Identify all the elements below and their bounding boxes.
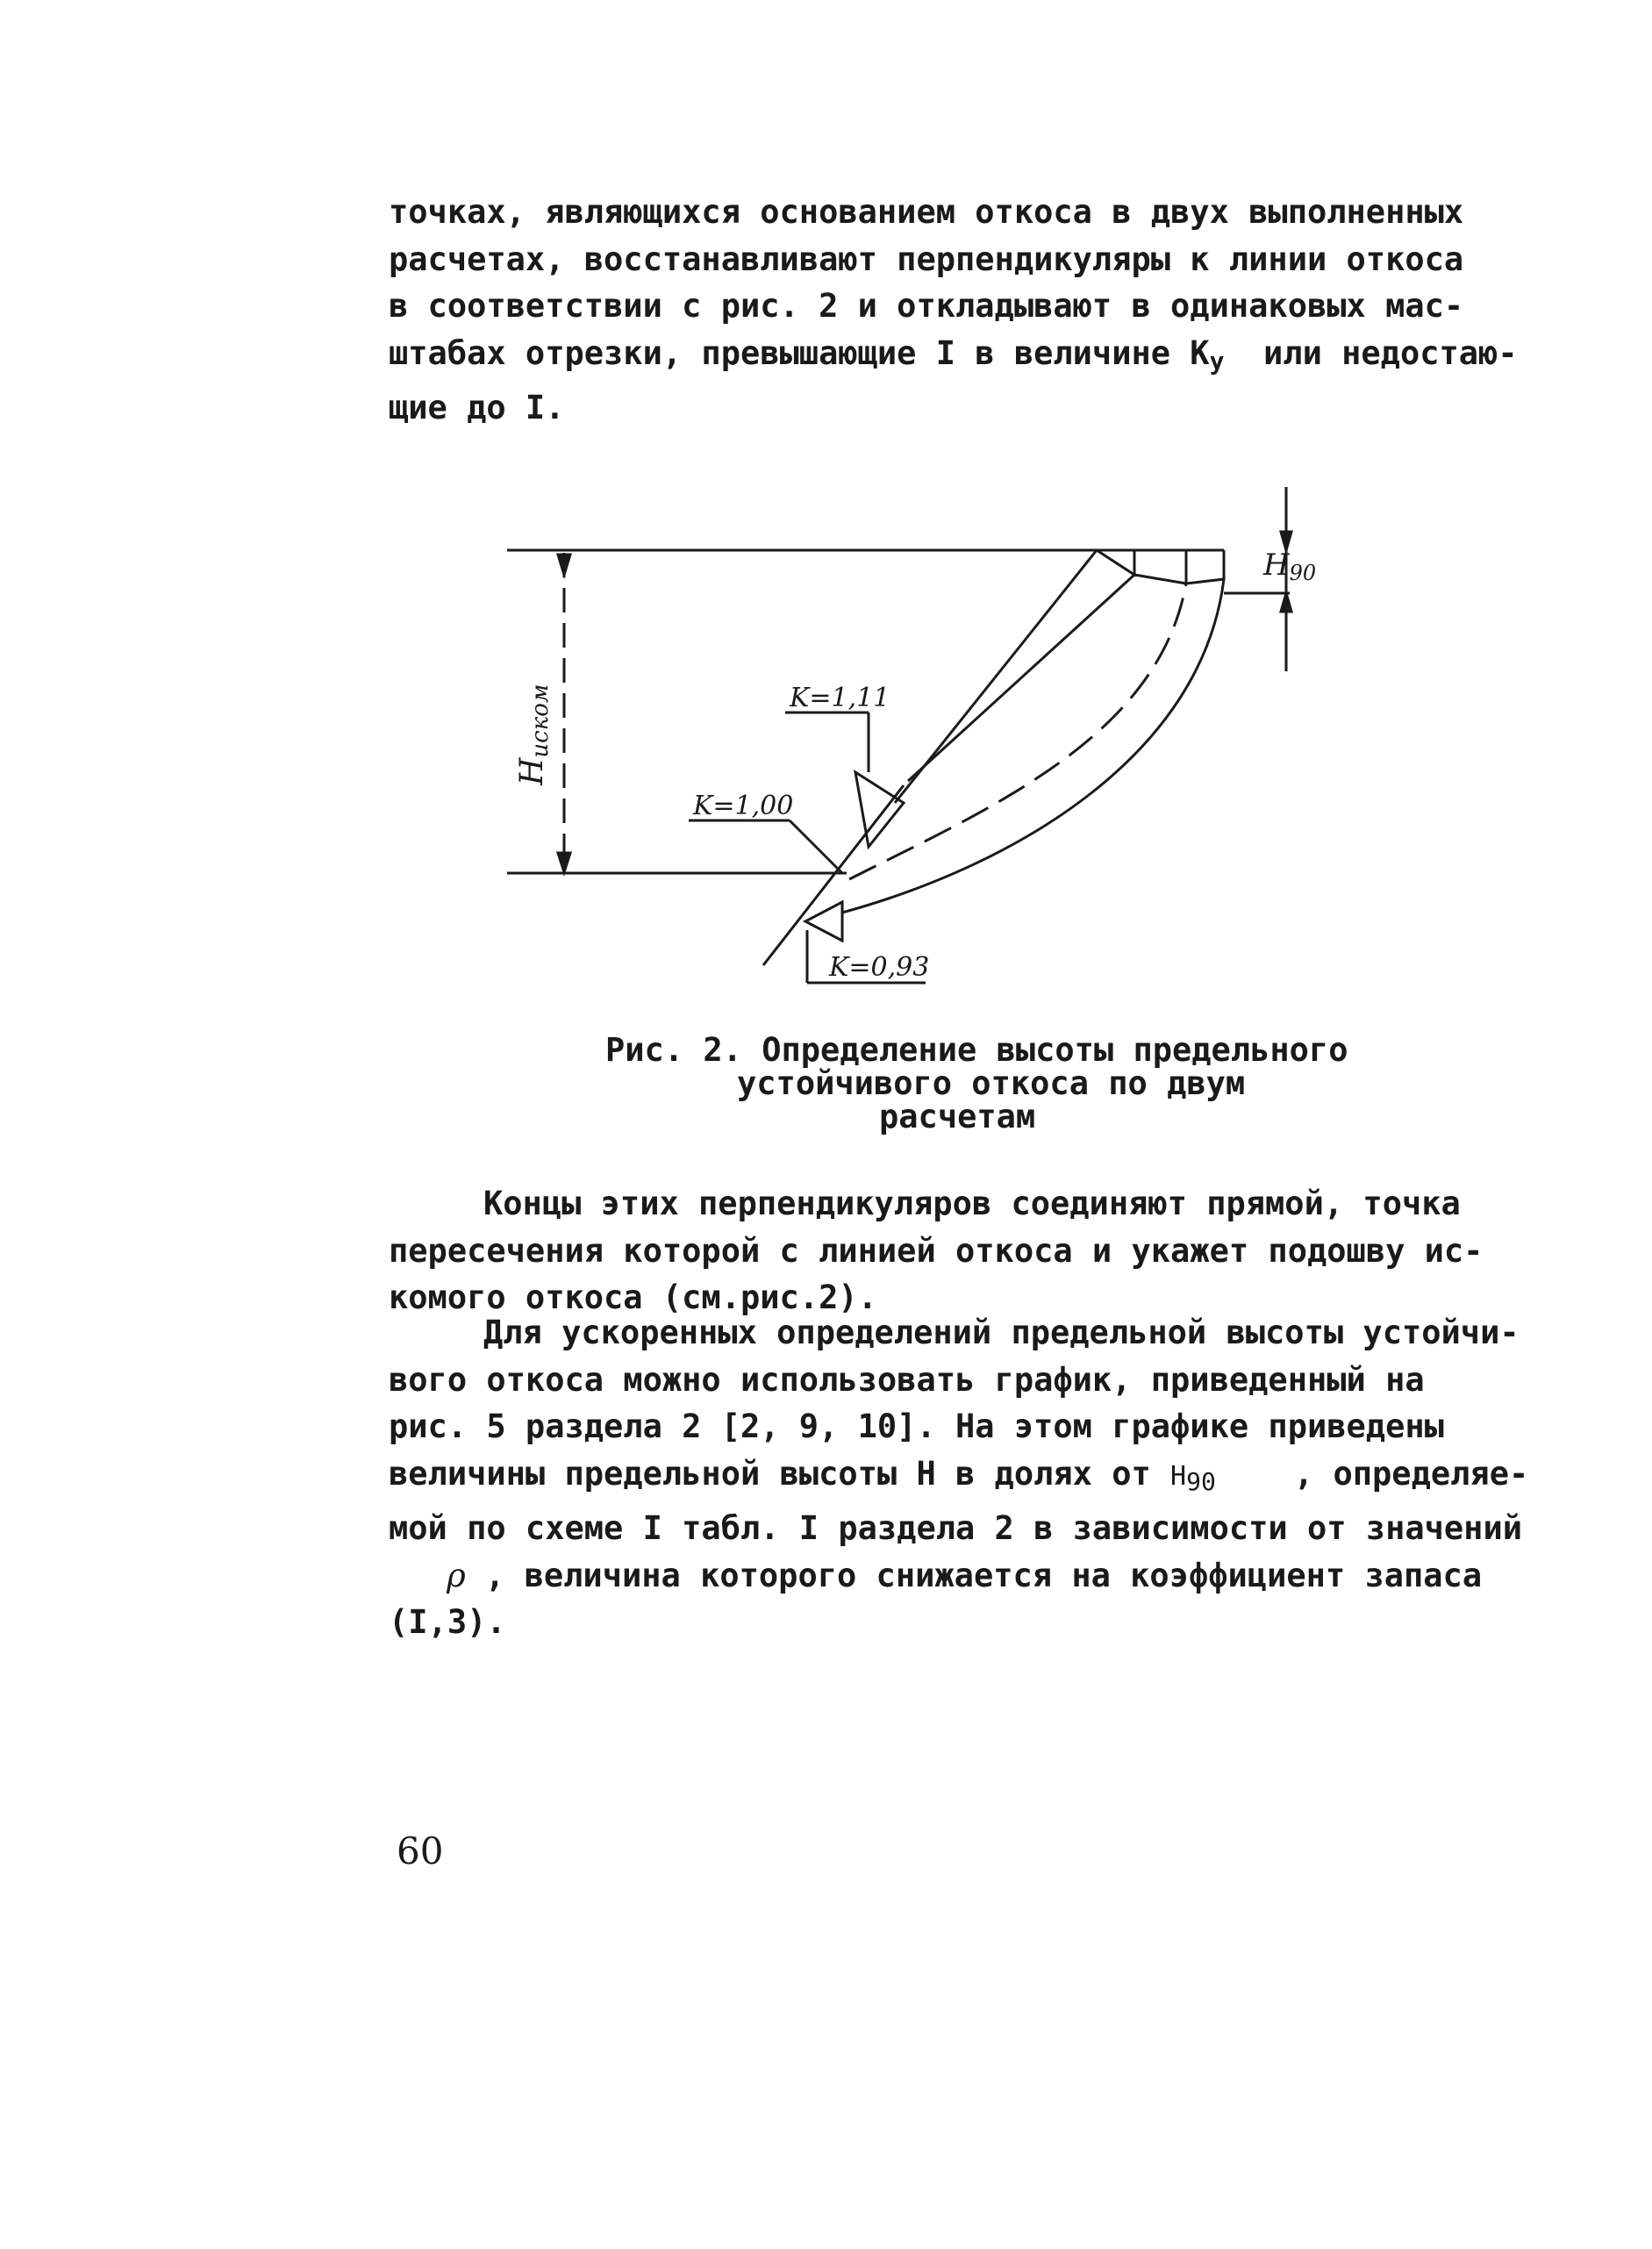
text-line (389, 1450, 1529, 1506)
figure-caption (605, 1031, 1348, 1135)
text-fragment: величины предельной высоты H в долях от (389, 1454, 1171, 1493)
k-subscript: у (1209, 346, 1225, 376)
text-line: мой по схеме I табл. I раздела 2 в зависимости от значений (389, 1509, 1523, 1547)
text-line: в соответствии с рис. 2 и откладывают в одинаковых мас- (389, 287, 1464, 325)
perpendicular-k111 (855, 772, 904, 847)
text-fragment: штабах отрезки, превышающие I в величине K (389, 333, 1210, 372)
caption-line: устойчивого откоса по двум (737, 1064, 1246, 1102)
height-arrow-bottom (558, 853, 570, 872)
k100-leader (790, 820, 842, 873)
rho-symbol: ρ (447, 1556, 466, 1594)
slope-curve-dashed (849, 584, 1186, 879)
text-line (389, 1552, 1483, 1600)
height-arrow-top (558, 555, 570, 575)
caption-line: Рис. 2. Определение высоты предельного (605, 1031, 1348, 1069)
text-line: комого откоса (см.рис.2). (389, 1278, 877, 1316)
crest-notch-marks (1097, 550, 1224, 584)
text-line: расчетах, восстанавливают перпендикуляры к линии откоса (389, 240, 1464, 278)
h90-arrow-bottom (1281, 593, 1291, 612)
text-line: Для ускоренных определений предельной высоты устойчи- (483, 1314, 1520, 1351)
text-fragment: , определяе- (1215, 1454, 1529, 1493)
h90-inline (1170, 1460, 1216, 1496)
paragraph (389, 1180, 1484, 1321)
h90-label: H90 (1263, 548, 1317, 585)
paragraph (389, 1309, 1529, 1646)
text-line: пересечения которой с линией откоса и укажет подошву ис- (389, 1231, 1484, 1270)
k093-label: K=0,93 (829, 952, 930, 983)
caption-line: расчетам (879, 1098, 1036, 1135)
text-line: точках, являющихся основанием откоса в двух выполненных (389, 193, 1464, 231)
text-line: Концы этих перпендикуляров соединяют прямой, точка (483, 1185, 1461, 1222)
slope-line-upper (908, 575, 1134, 781)
text-line: рис. 5 раздела 2 [2, 9, 10]. На этом графике приведены (389, 1407, 1444, 1445)
k111-label: K=1,11 (790, 683, 890, 713)
text-line: вого откоса можно использовать график, приведенный на (389, 1360, 1425, 1399)
page-number: 60 (397, 1830, 444, 1873)
text-fragment: или недостаю- (1263, 333, 1518, 372)
text-line: щие до I. (389, 389, 565, 426)
text-line: (I,3). (389, 1603, 506, 1641)
h90-subscript: 90 (1186, 1466, 1216, 1496)
h-notch-label: Hиском (514, 684, 554, 785)
perpendicular-k093 (805, 902, 842, 941)
text-fragment: , величина которого снижается на коэффициент запаса (465, 1556, 1483, 1594)
k100-label: K=1,00 (693, 791, 794, 821)
h90-letter: H (1170, 1460, 1187, 1492)
